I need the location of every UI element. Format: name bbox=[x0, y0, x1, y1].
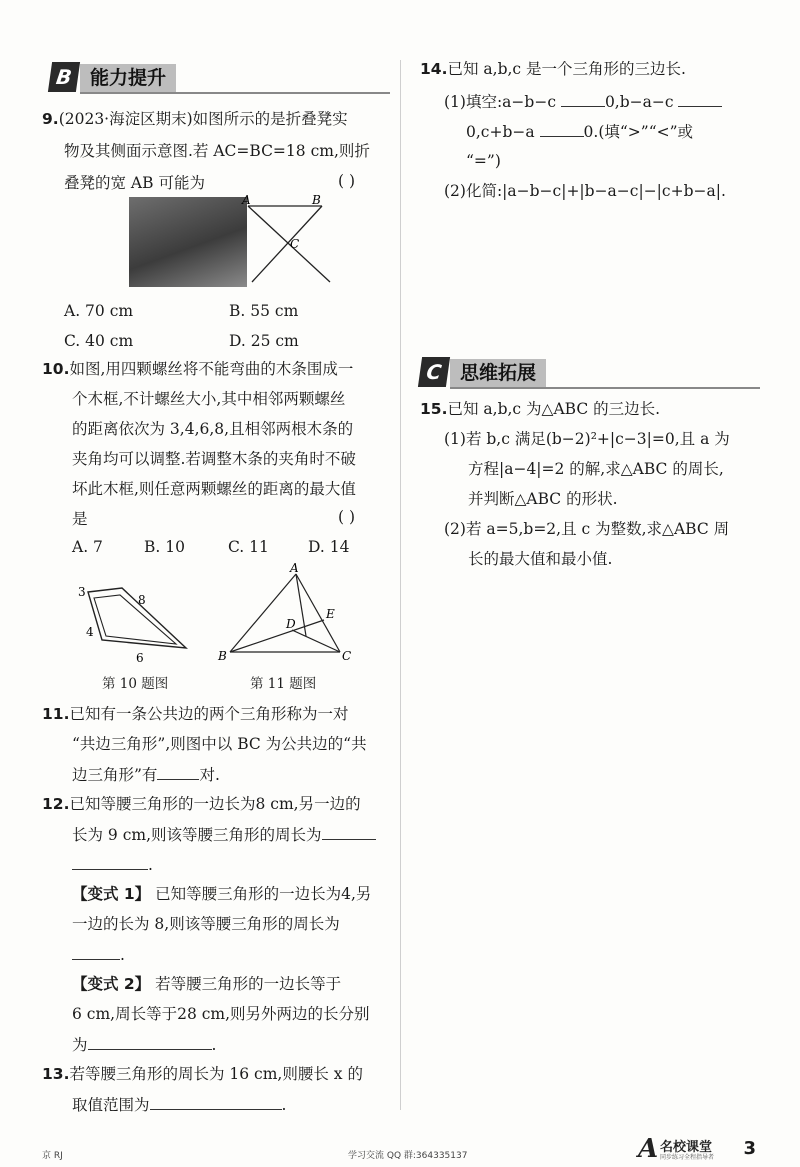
section-c-badge: C bbox=[418, 357, 450, 387]
q9-line-2: 物及其侧面示意图.若 AC=BC=18 cm,则折 bbox=[64, 142, 370, 160]
q11-line-1: 11.已知有一条公共边的两个三角形称为一对 bbox=[42, 705, 349, 723]
q10-label-6: 6 bbox=[136, 651, 144, 665]
q13-line-1: 13.若等腰三角形的周长为 16 cm,则腰长 x 的 bbox=[42, 1065, 363, 1083]
section-c-header bbox=[420, 357, 760, 391]
q10-answer-paren: ( ) bbox=[338, 508, 356, 526]
q11-label-a: A bbox=[290, 561, 299, 575]
q12-line-3: . bbox=[72, 853, 153, 876]
v1-answer-blank[interactable] bbox=[72, 943, 120, 960]
v1-line-2: 一边的长为 8,则该等腰三角形的周长为 bbox=[72, 915, 340, 933]
q10-line-1: 10.如图,用四颗螺丝将不能弯曲的木条围成一 bbox=[42, 360, 354, 378]
q10-line-5: 坏此木框,则任意两颗螺丝的距离的最大值 bbox=[72, 480, 356, 498]
q10-label-4: 4 bbox=[86, 625, 94, 639]
q9-option-a[interactable]: A. 70 cm bbox=[64, 302, 134, 320]
q14-part1-line-3: “=”) bbox=[466, 152, 501, 170]
footer-edition: 京 RJ bbox=[42, 1151, 63, 1161]
q9-label-c: C bbox=[290, 237, 300, 251]
v2-answer-blank[interactable] bbox=[88, 1033, 212, 1050]
q15-stem: 15.已知 a,b,c 为△ABC 的三边长. bbox=[420, 400, 661, 418]
q11-label-c: C bbox=[342, 649, 352, 663]
footer-qq-group: 学习交流 QQ 群:364335137 bbox=[348, 1151, 468, 1161]
q11-label-b: B bbox=[218, 649, 227, 663]
q12-answer-blank-b[interactable] bbox=[72, 853, 148, 870]
q9-line-1: 9.(2023·海淀区期末)如图所示的是折叠凳实 bbox=[42, 110, 348, 128]
q14-part1-line-1: (1)填空:a−b−c 0,b−a−c bbox=[444, 90, 722, 113]
q15-part2-line-2: 长的最大值和最小值. bbox=[468, 550, 613, 568]
q11-line-3: 边三角形”有 对. bbox=[72, 763, 220, 786]
q10-option-a[interactable]: A. 7 bbox=[72, 538, 103, 556]
section-b-header bbox=[50, 62, 390, 96]
q14-part2: (2)化简:|a−b−c|+|b−a−c|−|c+b−a|. bbox=[444, 182, 726, 200]
q9-stool-diagram bbox=[240, 192, 350, 292]
q10-line-4: 夹角均可以调整.若调整木条的夹角时不破 bbox=[72, 450, 356, 468]
q11-line-2: “共边三角形”,则图中以 BC 为公共边的“共 bbox=[72, 735, 367, 753]
q15-part1-line-2: 方程|a−4|=2 的解,求△ABC 的周长, bbox=[468, 460, 724, 478]
q11-answer-blank[interactable] bbox=[157, 763, 199, 780]
q10-line-2: 个木框,不计螺丝大小,其中相邻两颗螺丝 bbox=[72, 390, 346, 408]
q10-line-6: 是 bbox=[72, 510, 88, 528]
q10-option-c[interactable]: C. 11 bbox=[228, 538, 269, 556]
q14-part1-line-2: 0,c+b−a 0.(填“>”“<”或 bbox=[466, 120, 693, 143]
q13-line-2: 取值范围为 . bbox=[72, 1093, 286, 1116]
q10-label-8: 8 bbox=[138, 593, 146, 607]
section-b-rule bbox=[80, 92, 390, 94]
q9-option-d[interactable]: D. 25 cm bbox=[229, 332, 299, 350]
v2-line-3: 为 . bbox=[72, 1033, 216, 1056]
q11-triangle-figure bbox=[214, 560, 362, 668]
q15-part1-line-1: (1)若 b,c 满足(b−2)²+|c−3|=0,且 a 为 bbox=[444, 430, 730, 448]
publisher-logo bbox=[638, 1134, 728, 1162]
q12-line-2: 长为 9 cm,则该等腰三角形的周长为 bbox=[72, 823, 376, 846]
q10-option-d[interactable]: D. 14 bbox=[308, 538, 350, 556]
section-b-title: 能力提升 bbox=[80, 64, 176, 92]
section-c-title: 思维拓展 bbox=[450, 359, 546, 387]
q10-frame-figure bbox=[72, 578, 207, 666]
v2-line-1: 【变式 2】 若等腰三角形的一边长等于 bbox=[72, 975, 342, 993]
page-number: 3 bbox=[743, 1138, 756, 1159]
logo-subtitle: 同步练习全程指导者 bbox=[660, 1154, 715, 1161]
q14-stem: 14.已知 a,b,c 是一个三角形的三边长. bbox=[420, 60, 686, 78]
v1-line-3: . bbox=[72, 943, 125, 966]
q14-blank-3[interactable] bbox=[540, 120, 584, 137]
q12-answer-blank-a[interactable] bbox=[322, 823, 376, 840]
section-b-badge: B bbox=[48, 62, 80, 92]
q10-label-3: 3 bbox=[78, 585, 86, 599]
q10-option-b[interactable]: B. 10 bbox=[144, 538, 185, 556]
q13-answer-blank[interactable] bbox=[150, 1093, 282, 1110]
q9-label-a: A bbox=[242, 193, 251, 207]
q15-part1-line-3: 并判断△ABC 的形状. bbox=[468, 490, 618, 508]
q14-blank-1[interactable] bbox=[561, 90, 605, 107]
q9-label-b: B bbox=[312, 193, 321, 207]
logo-a-mark: A bbox=[638, 1134, 659, 1164]
v1-line-1: 【变式 1】 已知等腰三角形的一边长为4,另 bbox=[72, 885, 372, 903]
q11-label-e: E bbox=[326, 607, 335, 621]
column-divider bbox=[400, 60, 401, 1110]
v2-line-2: 6 cm,周长等于28 cm,则另外两边的长分别 bbox=[72, 1005, 370, 1023]
q10-figure-caption: 第 10 题图 bbox=[102, 676, 169, 692]
stool-photo bbox=[129, 197, 247, 287]
q15-part2-line-1: (2)若 a=5,b=2,且 c 为整数,求△ABC 周 bbox=[444, 520, 730, 538]
q12-line-1: 12.已知等腰三角形的一边长为8 cm,另一边的 bbox=[42, 795, 361, 813]
logo-title: 名校课堂 bbox=[660, 1140, 713, 1155]
q9-answer-paren: ( ) bbox=[338, 172, 356, 190]
q10-line-3: 的距离依次为 3,4,6,8,且相邻两根木条的 bbox=[72, 420, 354, 438]
q14-blank-2[interactable] bbox=[678, 90, 722, 107]
q11-label-d: D bbox=[286, 617, 296, 631]
q11-figure-caption: 第 11 题图 bbox=[250, 676, 317, 692]
q9-line-3: 叠凳的宽 AB 可能为 bbox=[64, 174, 205, 192]
q9-option-b[interactable]: B. 55 cm bbox=[229, 302, 299, 320]
q9-option-c[interactable]: C. 40 cm bbox=[64, 332, 134, 350]
section-c-rule bbox=[450, 387, 760, 389]
